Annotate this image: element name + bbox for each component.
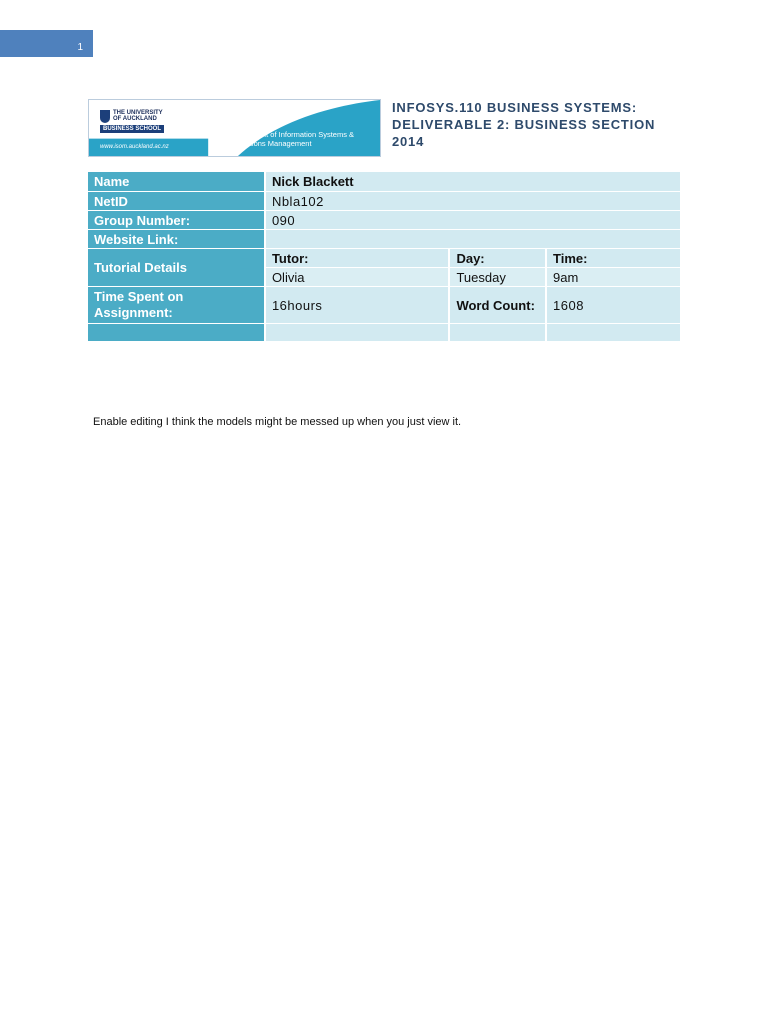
- table-row: [88, 249, 680, 267]
- empty-cell: [547, 324, 680, 341]
- university-name-line2: OF AUCKLAND: [113, 116, 157, 122]
- editing-note: Enable editing I think the models might be messed up when you just view it.: [93, 416, 462, 428]
- logo-url: www.isom.auckland.ac.nz: [100, 144, 169, 150]
- time-label: Time:: [547, 249, 680, 267]
- business-school-label: BUSINESS SCHOOL: [100, 125, 164, 133]
- table-row: [88, 192, 680, 210]
- document-title: [392, 99, 692, 150]
- table-row: [88, 230, 680, 248]
- title-line3: 2014: [392, 134, 425, 149]
- table-row: [88, 211, 680, 229]
- time-value: 9am: [547, 268, 680, 286]
- name-label: Name: [88, 172, 264, 191]
- university-logo: [100, 110, 184, 136]
- department-line1: Department of Information Systems &: [229, 130, 355, 139]
- name-value: Nick Blackett: [266, 172, 680, 191]
- isom-logo: [88, 99, 381, 157]
- title-line2: DELIVERABLE 2: BUSINESS SECTION: [392, 117, 656, 132]
- empty-cell: [450, 324, 545, 341]
- group-number-value: 090: [266, 211, 680, 229]
- word-count-value: 1608: [547, 287, 680, 323]
- tutorial-details-label: Tutorial Details: [88, 249, 264, 286]
- page-number: 1: [77, 42, 83, 53]
- website-link-label: Website Link:: [88, 230, 264, 248]
- empty-label-cell: [88, 324, 264, 341]
- title-line1: INFOSYS.110 BUSINESS SYSTEMS:: [392, 100, 637, 115]
- tutor-label: Tutor:: [266, 249, 449, 267]
- empty-cell: [266, 324, 449, 341]
- department-line2: Operations Management: [229, 139, 312, 148]
- group-number-label: Group Number:: [88, 211, 264, 229]
- table-row: [88, 324, 680, 341]
- netid-value: Nbla102: [266, 192, 680, 210]
- assignment-details-table: [86, 171, 682, 342]
- table-row: [88, 287, 680, 323]
- time-spent-label: Time Spent on Assignment:: [88, 287, 264, 323]
- day-label: Day:: [450, 249, 545, 267]
- page-number-tab: [0, 30, 93, 57]
- word-count-label: Word Count:: [450, 287, 545, 323]
- tutor-value: Olivia: [266, 268, 449, 286]
- isom-wordmark: ISOM: [229, 106, 282, 127]
- day-value: Tuesday: [450, 268, 545, 286]
- netid-label: NetID: [88, 192, 264, 210]
- table-row: [88, 172, 680, 191]
- crest-icon: [100, 110, 110, 123]
- time-spent-value: 16hours: [266, 287, 449, 323]
- university-name-line1: THE UNIVERSITY: [113, 110, 163, 116]
- website-link-value: [266, 230, 680, 248]
